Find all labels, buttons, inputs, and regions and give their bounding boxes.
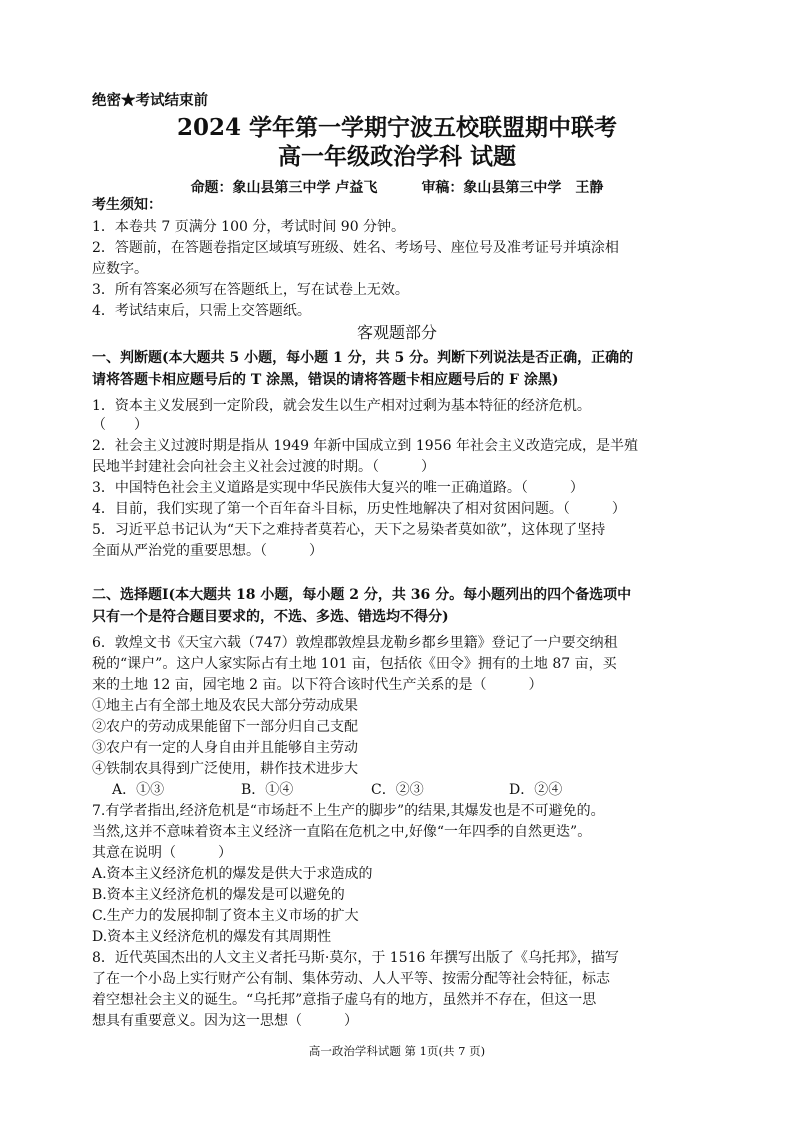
option-d: D．②④ [509,782,563,798]
notice-item: 1．本卷共 7 页满分 100 分，考试时间 90 分钟。 [92,219,406,235]
page-footer: 高一政治学科试题 第 1页(共 7 页) [308,1044,486,1058]
question-line: 8．近代英国杰出的人文主义者托马斯·莫尔，于 1516 年撰写出版了《乌托邦》，描写 [92,950,619,966]
question-line: 了在一个小岛上实行财产公有制、集体劳动、人人平等、按需分配等社会特征，标志 [92,971,610,987]
question-line: 民地半封建社会向社会主义社会过渡的时期。（ ） [92,459,435,475]
question-line: 1．资本主义发展到一定阶段，就会发生以生产相对过剩为基本特征的经济危机。 [92,398,591,414]
question-line: 6．敦煌文书《天宝六载（747）敦煌郡敦煌县龙勒乡都乡里籍》登记了一户要交纳租 [92,635,618,651]
author-line [0,177,794,197]
reviewer: 审稿：象山县第三中学 王静 [421,180,604,196]
notice-item: 2．答题前，在答题卷指定区域填写班级、姓名、考场号、座位号及准考证号并填涂相 [92,240,619,256]
option-a: A．①③ [112,782,165,798]
notice-item: 4．考试结束后，只需上交答题纸。 [92,303,311,319]
part1-heading-cont: 请将答题卡相应题号后的 T 涂黑，错误的请将答题卡相应题号后的 F 涂黑) [92,372,559,388]
section-title: 客观题部分 [356,323,437,342]
statement-line: ①地主占有全部土地及农民大部分劳动成果 [92,698,358,714]
question-line: 3．中国特色社会主义道路是实现中华民族伟大复兴的唯一正确道路。（ ） [92,480,584,496]
statement-line: ③农户有一定的人身自由并且能够自主劳动 [92,740,358,756]
part2-heading-cont: 只有一个是符合题目要求的，不选、多选、错选均不得分) [92,609,449,625]
statement-line: ④铁制农具得到广泛使用，耕作技术进步大 [92,761,358,777]
part2-heading: 二、选择题Ⅰ(本大题共 18 小题，每小题 2 分，共 36 分。每小题列出的四个备选项中 [92,587,632,603]
question-line: 当然,这并不意味着资本主义经济一直陷在危机之中,好像“一年四季的自然更迭”。 [92,824,592,840]
question-line: 税的“课户”。这户人家实际占有土地 101 亩，包括依《田令》拥有的土地 87 亩，买 [92,656,617,672]
question-line: 5．习近平总书记认为“天下之难持者莫若心，天下之易染者莫如欲”，这体现了坚持 [92,522,606,538]
notice-heading: 考生须知： [92,197,162,213]
question-line: 4．目前，我们实现了第一个百年奋斗目标，历史性地解决了相对贫困问题。（ ） [92,501,626,517]
option-line: C.生产力的发展抑制了资本主义市场的扩大 [92,908,359,924]
exam-title: 2024 学年第一学期宁波五校联盟期中联考 [176,114,618,141]
question-line: （ ） [92,417,148,433]
notice-item: 应数字。 [92,261,148,277]
option-line: B.资本主义经济危机的爆发是可以避免的 [92,887,345,903]
statement-line: ②农户的劳动成果能留下一部分归自己支配 [92,719,358,735]
question-line: 来的土地 12 亩，园宅地 2 亩。以下符合该时代生产关系的是（ ） [92,677,543,693]
part1-heading: 一、判断题(本大题共 5 小题，每小题 1 分，共 5 分。判断下列说法是否正确，正确的 [92,350,634,366]
question-line: 着空想社会主义的诞生。“乌托邦”意指子虚乌有的地方，虽然并不存在，但这一思 [92,992,597,1008]
option-line: D.资本主义经济危机的爆发有其周期性 [92,929,332,945]
question-line: 7.有学者指出,经济危机是“市场赶不上生产的脚步”的结果,其爆发也是不可避免的。 [92,803,605,819]
confidential-label: 绝密★考试结束前 [92,92,208,109]
exam-subtitle: 高一年级政治学科 试题 [277,143,516,170]
option-b: B．①④ [241,782,294,798]
question-line: 其意在说明（ ） [92,845,232,861]
option-line: A.资本主义经济危机的爆发是供大于求造成的 [92,866,373,882]
option-c: C．②③ [371,782,424,798]
notice-item: 3．所有答案必须写在答题纸上，写在试卷上无效。 [92,282,409,298]
question-line: 2．社会主义过渡时期是指从 1949 年新中国成立到 1956 年社会主义改造完成，是半殖 [92,438,638,454]
author: 命题：象山县第三中学 卢益飞 [190,180,378,196]
question-line: 全面从严治党的重要思想。（ ） [92,543,323,559]
question-line: 想具有重要意义。因为这一思想（ ） [92,1013,358,1029]
